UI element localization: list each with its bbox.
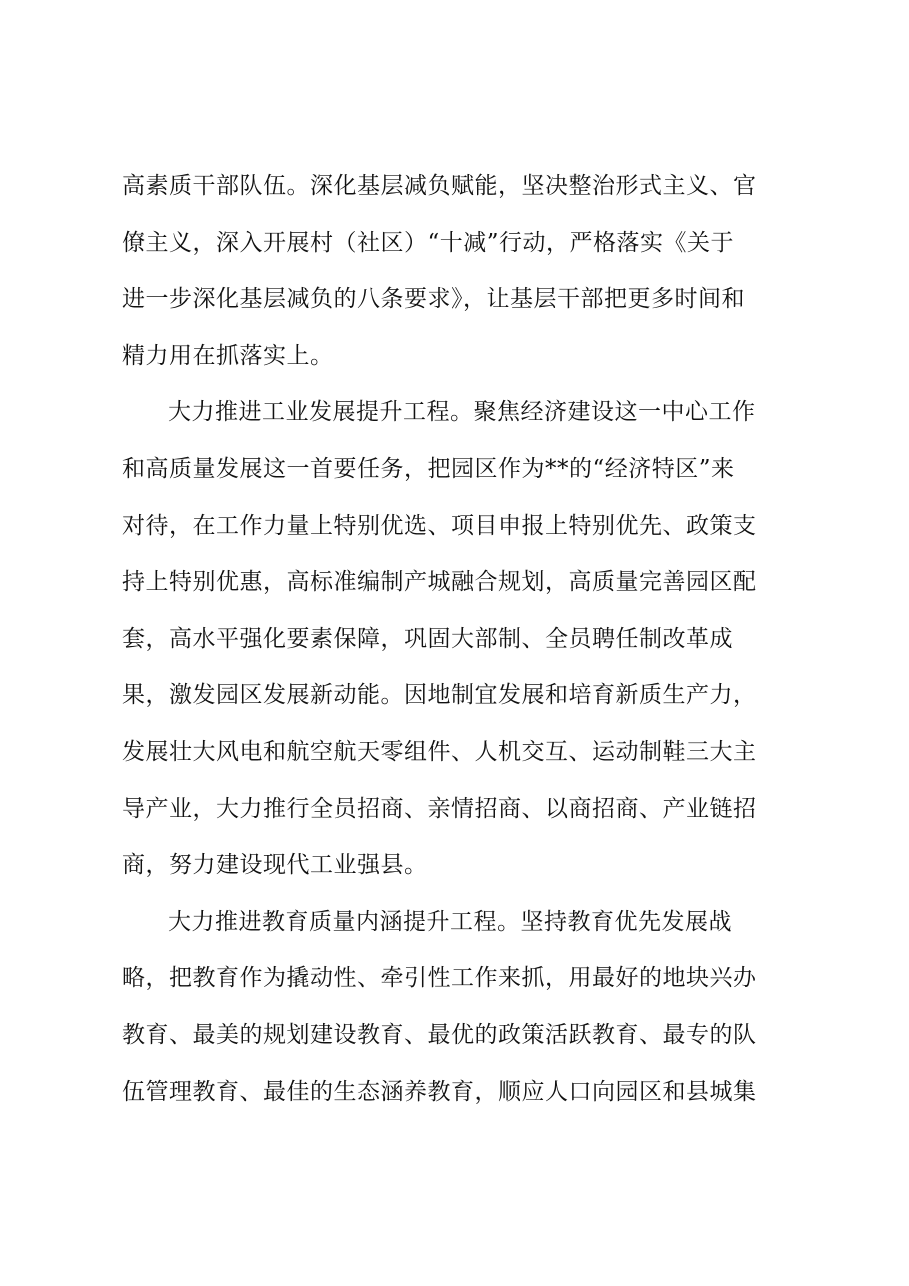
text-line: 进一步深化基层减负的八条要求》，让基层干部把更多时间和 [122, 286, 745, 313]
text-line: 教育、最美的规划建设教育、最优的政策活跃教育、最专的队 [122, 1021, 757, 1048]
text-line: 和高质量发展这一首要任务，把园区作为**的“经济特区”来 [122, 455, 735, 482]
paragraph-first-line: 大力推进工业发展提升工程。聚焦经济建设这一中心工作 [168, 399, 756, 426]
text-line: 套，高水平强化要素保障，巩固大部制、全员聘任制改革成 [122, 625, 733, 652]
text-line: 发展壮大风电和航空航天零组件、人机交互、运动制鞋三大主 [122, 738, 757, 765]
paragraph-first-line: 大力推进教育质量内涵提升工程。坚持教育优先发展战 [168, 908, 732, 935]
text-line: 精力用在抓落实上。 [122, 342, 334, 369]
text-line: 对待，在工作力量上特别优选、项目申报上特别优先、政策支 [122, 512, 757, 539]
text-line: 僚主义，深入开展村（社区）“十减”行动，严格落实《关于 [122, 229, 735, 256]
text-line: 导产业，大力推行全员招商、亲情招商、以商招商、产业链招 [122, 795, 757, 822]
text-line: 略，把教育作为撬动性、牵引性工作来抓，用最好的地块兴办 [122, 965, 757, 992]
text-line: 果，激发园区发展新动能。因地制宜发展和培育新质生产力， [122, 682, 757, 709]
document-body [122, 166, 787, 1128]
text-line: 商，努力建设现代工业强县。 [122, 852, 428, 879]
text-line: 伍管理教育、最佳的生态涵养教育，顺应人口向园区和县城集 [122, 1078, 757, 1105]
text-line: 持上特别优惠，高标准编制产城融合规划，高质量完善园区配 [122, 569, 757, 596]
text-line: 高素质干部队伍。深化基层减负赋能，坚决整治形式主义、官 [122, 173, 757, 199]
